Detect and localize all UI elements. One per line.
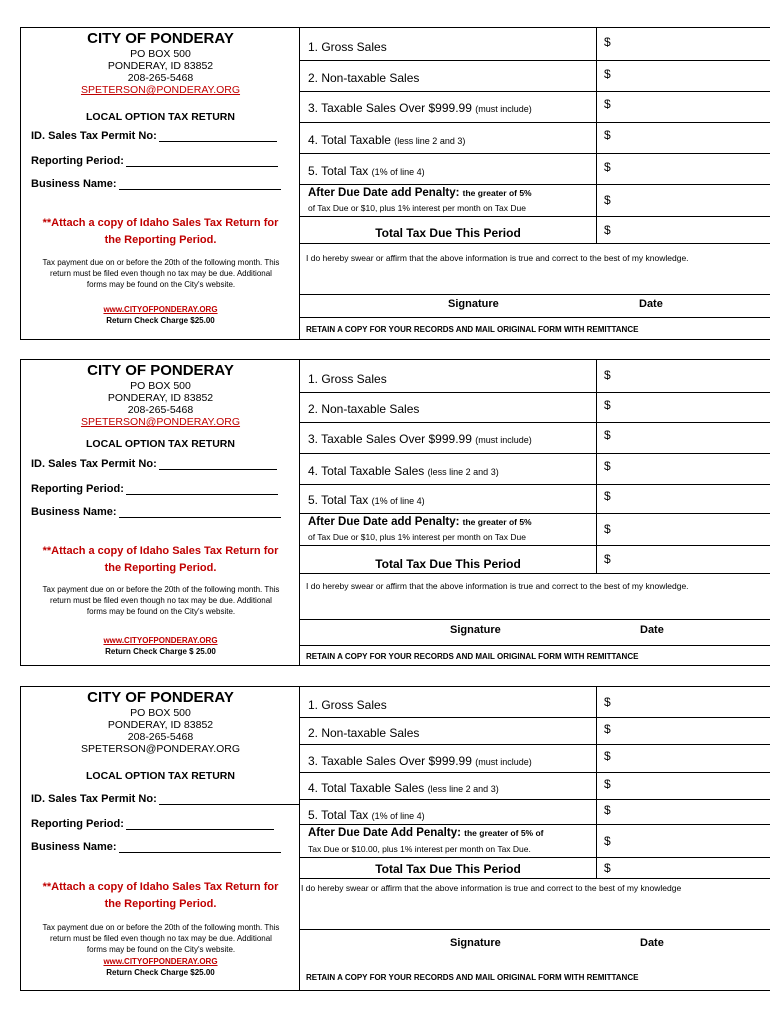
penalty-amount[interactable]: $ — [596, 514, 770, 545]
period-field[interactable]: Reporting Period: — [31, 818, 274, 830]
signature-label: Signature — [450, 937, 501, 949]
po-box: PO BOX 500 — [130, 707, 191, 719]
total-tax-amount[interactable]: $ — [596, 154, 770, 184]
form-title: LOCAL OPTION TAX RETURN — [86, 111, 235, 123]
city-name: CITY OF PONDERAY — [87, 689, 234, 706]
total-taxable-amount[interactable]: $ — [596, 773, 770, 799]
form-title: LOCAL OPTION TAX RETURN — [86, 770, 235, 782]
penalty-amount[interactable]: $ — [596, 825, 770, 857]
date-label: Date — [640, 624, 664, 636]
payment-note: Tax payment due on or before the 20th of the following month. This return must be filed even though no tax may be due. Additional forms may be found on the City's website. — [42, 923, 280, 954]
date-label: Date — [639, 298, 663, 310]
signature-label: Signature — [450, 624, 501, 636]
taxable-over-amount[interactable]: $ — [596, 92, 770, 122]
attach-notice: **Attach a copy of Idaho Sales Tax Return for the Reporting Period. — [42, 545, 279, 574]
phone: 208-265-5468 — [127, 731, 194, 743]
city-name: CITY OF PONDERAY — [87, 30, 234, 47]
website-link[interactable]: www.CITYOFPONDERAY.ORG — [103, 957, 218, 966]
form-info-panel — [21, 360, 300, 665]
website-block — [21, 635, 300, 657]
total-taxable-amount[interactable]: $ — [596, 123, 770, 153]
signature-line[interactable] — [300, 620, 770, 646]
attach-notice: **Attach a copy of Idaho Sales Tax Return for the Reporting Period. — [42, 217, 279, 246]
tax-return-form-3 — [20, 686, 770, 991]
total-due-row: Total Tax Due This Period $ — [300, 546, 770, 574]
gross-sales-amount[interactable]: $ — [596, 28, 770, 60]
phone: 208-265-5468 — [127, 404, 194, 416]
gross-sales-amount[interactable]: $ — [596, 360, 770, 392]
non-taxable-row: 2. Non-taxable Sales $ — [300, 718, 770, 745]
retain-notice: RETAIN A COPY FOR YOUR RECORDS AND MAIL ORIGINAL FORM WITH REMITTANCE — [306, 325, 639, 334]
permit-field[interactable]: ID. Sales Tax Permit No: — [31, 458, 277, 470]
business-field[interactable]: Business Name: — [31, 178, 281, 190]
city-state: PONDERAY, ID 83852 — [107, 392, 214, 404]
check-charge: Return Check Charge $25.00 — [106, 316, 215, 325]
taxable-over-amount[interactable]: $ — [596, 745, 770, 772]
retain-notice: RETAIN A COPY FOR YOUR RECORDS AND MAIL ORIGINAL FORM WITH REMITTANCE — [306, 973, 639, 982]
non-taxable-row: 2. Non-taxable Sales $ — [300, 393, 770, 423]
permit-field[interactable]: ID. Sales Tax Permit No: — [31, 130, 277, 142]
affirmation-box[interactable]: I do hereby swear or affirm that the above information is true and correct to the best of my knowledge. — [300, 574, 770, 620]
city-state: PONDERAY, ID 83852 — [107, 60, 214, 72]
total-taxable-row: 4. Total Taxable Sales (less line 2 and 3) $ — [300, 454, 770, 485]
retain-notice: RETAIN A COPY FOR YOUR RECORDS AND MAIL ORIGINAL FORM WITH REMITTANCE — [306, 652, 639, 661]
total-due-amount[interactable]: $ — [596, 546, 770, 573]
payment-note: Tax payment due on or before the 20th of the following month. This return must be filed even though no tax may be due. Additional forms may be found on the City's website. — [42, 585, 280, 616]
date-label: Date — [640, 937, 664, 949]
city-name: CITY OF PONDERAY — [87, 362, 234, 379]
penalty-amount[interactable]: $ — [596, 185, 770, 216]
tax-lines-panel — [300, 360, 770, 665]
penalty-row: After Due Date Add Penalty: the greater of 5% of Tax Due or $10.00, plus 1% interest per month on Tax Due. $ — [300, 825, 770, 858]
business-field[interactable]: Business Name: — [31, 841, 281, 853]
form-title: LOCAL OPTION TAX RETURN — [86, 438, 235, 450]
total-taxable-row: 4. Total Taxable (less line 2 and 3) $ — [300, 123, 770, 154]
po-box: PO BOX 500 — [130, 380, 191, 392]
taxable-over-amount[interactable]: $ — [596, 423, 770, 453]
affirmation-box[interactable]: I do hereby swear or affirm that the above information is true and correct to the best of my knowledge — [299, 878, 770, 930]
payment-note: Tax payment due on or before the 20th of the following month. This return must be filed even though no tax may be due. Additional forms may be found on the City's website. — [42, 258, 280, 289]
city-state: PONDERAY, ID 83852 — [107, 719, 214, 731]
po-box: PO BOX 500 — [130, 48, 191, 60]
tax-lines-panel — [300, 687, 770, 990]
affirmation-box[interactable]: I do hereby swear or affirm that the above information is true and correct to the best of my knowledge. — [300, 244, 770, 295]
check-charge: Return Check Charge $ 25.00 — [105, 647, 216, 656]
check-charge: Return Check Charge $25.00 — [106, 968, 215, 977]
attach-notice: **Attach a copy of Idaho Sales Tax Return for the Reporting Period. — [42, 881, 279, 910]
permit-field[interactable]: ID. Sales Tax Permit No: — [31, 793, 299, 805]
period-field[interactable]: Reporting Period: — [31, 155, 278, 167]
penalty-row: After Due Date add Penalty: the greater of 5% of Tax Due or $10, plus 1% interest per month on Tax Due $ — [300, 185, 770, 217]
tax-lines-panel — [300, 28, 770, 339]
total-taxable-amount[interactable]: $ — [596, 454, 770, 484]
email-link[interactable]: SPETERSON@PONDERAY.ORG — [80, 416, 241, 428]
total-tax-amount[interactable]: $ — [596, 800, 770, 824]
non-taxable-row: 2. Non-taxable Sales $ — [300, 61, 770, 92]
non-taxable-amount[interactable]: $ — [596, 718, 770, 744]
signature-line[interactable] — [300, 295, 770, 318]
non-taxable-amount[interactable]: $ — [596, 61, 770, 91]
website-link[interactable]: www.CITYOFPONDERAY.ORG — [103, 305, 218, 314]
non-taxable-amount[interactable]: $ — [596, 393, 770, 422]
business-field[interactable]: Business Name: — [31, 506, 281, 518]
total-due-row: Total Tax Due This Period $ — [300, 858, 770, 878]
form-info-panel — [21, 687, 300, 990]
tax-return-form-1 — [20, 27, 770, 340]
signature-label: Signature — [448, 298, 499, 310]
email-link[interactable]: SPETERSON@PONDERAY.ORG — [80, 84, 241, 96]
phone: 208-265-5468 — [127, 72, 194, 84]
gross-sales-row: 1. Gross Sales $ — [300, 687, 770, 718]
total-tax-amount[interactable]: $ — [596, 485, 770, 513]
website-block — [21, 304, 300, 326]
taxable-over-row: 3. Taxable Sales Over $999.99 (must include) $ — [300, 423, 770, 454]
website-block — [21, 956, 300, 978]
total-tax-row: 5. Total Tax (1% of line 4) $ — [300, 800, 770, 825]
total-taxable-row: 4. Total Taxable Sales (less line 2 and 3) $ — [300, 773, 770, 800]
total-tax-row: 5. Total Tax (1% of line 4) $ — [300, 154, 770, 185]
gross-sales-amount[interactable]: $ — [596, 687, 770, 717]
total-due-amount[interactable]: $ — [596, 858, 770, 878]
total-due-amount[interactable]: $ — [596, 217, 770, 243]
gross-sales-row: 1. Gross Sales $ — [300, 28, 770, 61]
total-due-row: Total Tax Due This Period $ — [300, 217, 770, 244]
taxable-over-row: 3. Taxable Sales Over $999.99 (must include) $ — [300, 92, 770, 123]
tax-return-form-2 — [20, 359, 770, 666]
gross-sales-row: 1. Gross Sales $ — [300, 360, 770, 393]
penalty-row: After Due Date add Penalty: the greater of 5% of Tax Due or $10, plus 1% interest per month on Tax Due $ — [300, 514, 770, 546]
form-info-panel — [21, 28, 300, 339]
taxable-over-row: 3. Taxable Sales Over $999.99 (must include) $ — [300, 745, 770, 773]
period-field[interactable]: Reporting Period: — [31, 483, 278, 495]
email-text: SPETERSON@PONDERAY.ORG — [80, 743, 241, 755]
website-link[interactable]: www.CITYOFPONDERAY.ORG — [103, 636, 218, 645]
total-tax-row: 5. Total Tax (1% of line 4) $ — [300, 485, 770, 514]
